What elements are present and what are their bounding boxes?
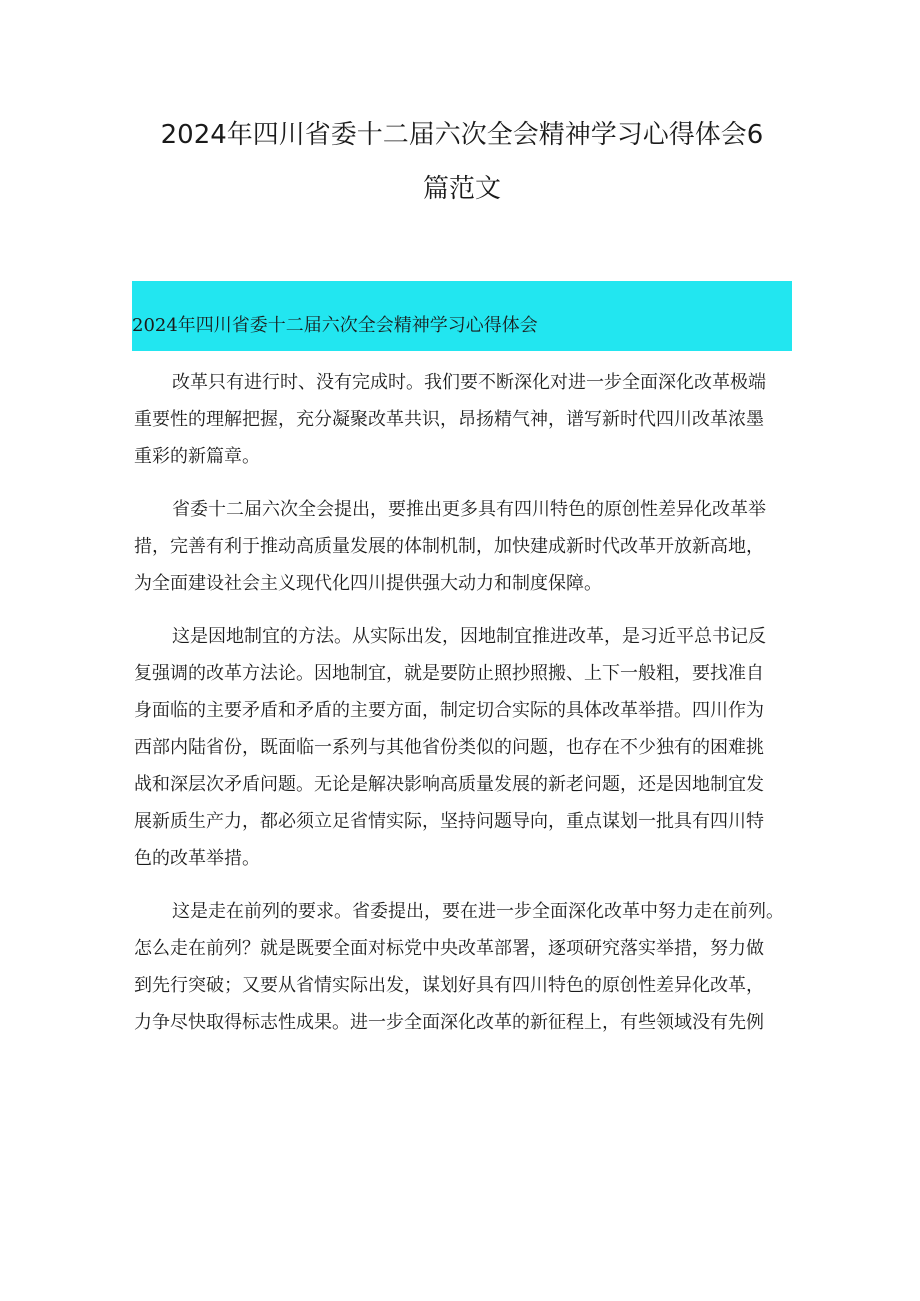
paragraph-line: 力争尽快取得标志性成果。进一步全面深化改革的新征程上，有些领域没有先例 — [134, 1012, 764, 1033]
paragraph-line: 改革只有进行时、没有完成时。我们要不断深化对进一步全面深化改革极端 — [172, 372, 766, 393]
paragraph-line: 色的改革举措。 — [134, 848, 260, 869]
paragraph-line: 身面临的主要矛盾和矛盾的主要方面，制定切合实际的具体改革举措。四川作为 — [134, 700, 764, 721]
document-title — [132, 108, 792, 216]
paragraph-line: 战和深层次矛盾问题。无论是解决影响高质量发展的新老问题，还是因地制宜发 — [134, 774, 764, 795]
body-text — [134, 364, 790, 1057]
paragraph-line: 重要性的理解把握，充分凝聚改革共识，昂扬精气神，谱写新时代四川改革浓墨 — [134, 409, 764, 430]
paragraph-line: 省委十二届六次全会提出，要推出更多具有四川特色的原创性差异化改革举 — [172, 499, 766, 520]
body-paragraph — [134, 491, 790, 602]
paragraph-line: 为全面建设社会主义现代化四川提供强大动力和制度保障。 — [134, 573, 602, 594]
paragraph-line: 到先行突破；又要从省情实际出发，谋划好具有四川特色的原创性差异化改革， — [134, 975, 764, 996]
body-paragraph — [134, 893, 790, 1041]
paragraph-line: 措，完善有利于推动高质量发展的体制机制，加快建成新时代改革开放新高地， — [134, 536, 764, 557]
body-paragraph — [134, 364, 790, 475]
document-title-line-1: 2024年四川省委十二届六次全会精神学习心得体会6 — [160, 120, 764, 150]
section-heading: 2024年四川省委十二届六次全会精神学习心得体会 — [132, 315, 538, 336]
paragraph-line: 西部内陆省份，既面临一系列与其他省份类似的问题，也存在不少独有的困难挑 — [134, 737, 764, 758]
paragraph-line: 重彩的新篇章。 — [134, 446, 260, 467]
body-paragraph — [134, 618, 790, 877]
paragraph-line: 这是走在前列的要求。省委提出，要在进一步全面深化改革中努力走在前列。 — [172, 901, 784, 922]
paragraph-line: 展新质生产力，都必须立足省情实际，坚持问题导向，重点谋划一批具有四川特 — [134, 811, 764, 832]
paragraph-line: 怎么走在前列？就是既要全面对标党中央改革部署，逐项研究落实举措，努力做 — [134, 938, 764, 959]
paragraph-line: 这是因地制宜的方法。从实际出发，因地制宜推进改革，是习近平总书记反 — [172, 626, 766, 647]
paragraph-line: 复强调的改革方法论。因地制宜，就是要防止照抄照搬、上下一般粗，要找准自 — [134, 663, 764, 684]
document-title-line-2: 篇范文 — [422, 174, 501, 204]
